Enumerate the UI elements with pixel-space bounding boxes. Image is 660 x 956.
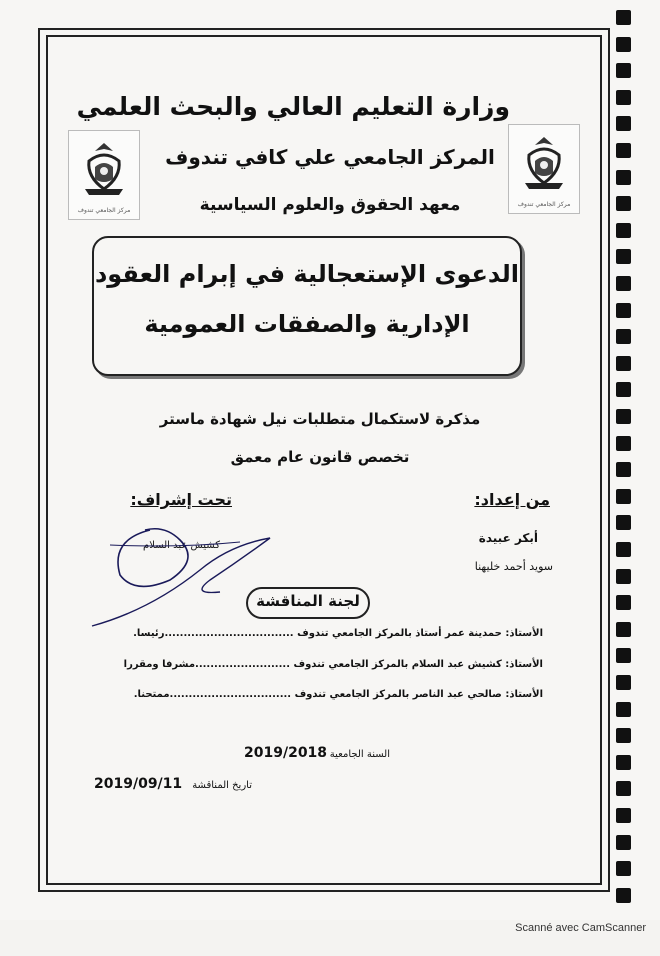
binding-hole [616,888,631,903]
academic-year-label: السنة الجامعية [329,749,390,760]
binding-hole [616,249,631,264]
specialization-line: تخصص قانون عام معمق [230,448,410,466]
spiral-binding [616,10,632,915]
committee-member-1: الأستاذ: حمدينة عمر أستاذ بالمركز الجامعي تندوف ..................................رئيسا. [133,628,543,639]
scanner-watermark: Scanné avec CamScanner [515,922,646,934]
committee-member-2: الأستاذ: كشيش عبد السلام بالمركز الجامعي تندوف .........................مشرفا ومقررا [123,659,543,670]
binding-hole [616,462,631,477]
binding-hole [616,622,631,637]
academic-year-value: 2019/2018 [244,745,328,761]
student-name-1: أبكر عبيدة [478,531,538,545]
thesis-title-line2: الإدارية والصفقات العمومية [144,310,470,338]
binding-hole [616,781,631,796]
binding-hole [616,303,631,318]
scanner-footer [0,920,660,956]
binding-hole [616,409,631,424]
ministry-title: وزارة التعليم العالي والبحث العلمي [76,92,510,121]
supervision-label: تحت إشراف: [130,490,232,509]
committee-label: لجنة المناقشة [256,592,360,610]
institute-name: معهد الحقوق والعلوم السياسية [199,195,461,215]
binding-hole [616,382,631,397]
binding-hole [616,196,631,211]
binding-hole [616,276,631,291]
binding-hole [616,675,631,690]
left-logo [68,130,140,220]
university-emblem-icon [517,133,571,193]
binding-hole [616,436,631,451]
binding-hole [616,489,631,504]
binding-hole [616,10,631,25]
left-logo-caption: مركز الجامعي تندوف [77,207,131,214]
right-logo-caption: مركز الجامعي تندوف [517,201,571,208]
committee-pill [246,587,370,619]
university-center-name: المركز الجامعي علي كافي تندوف [165,145,495,169]
binding-hole [616,755,631,770]
degree-line: مذكرة لاستكمال متطلبات نيل شهادة ماستر [159,410,481,428]
binding-hole [616,702,631,717]
binding-hole [616,515,631,530]
binding-hole [616,170,631,185]
binding-hole [616,808,631,823]
binding-hole [616,569,631,584]
binding-hole [616,356,631,371]
thesis-title-box [92,236,522,376]
binding-hole [616,90,631,105]
defense-date-value: 2019/09/11 [94,776,183,792]
prepared-by-label: من إعداد: [474,490,550,509]
university-emblem-icon [77,139,131,199]
defense-date-label: تاريخ المناقشة [192,780,252,791]
handwritten-signature [90,500,290,640]
binding-hole [616,835,631,850]
binding-hole [616,542,631,557]
supervisor-name: كشيش عبد السلام [143,540,220,551]
binding-hole [616,63,631,78]
binding-hole [616,223,631,238]
binding-hole [616,143,631,158]
binding-hole [616,116,631,131]
binding-hole [616,728,631,743]
right-logo [508,124,580,214]
thesis-title-line1: الدعوى الإستعجالية في إبرام العقود [94,260,520,288]
binding-hole [616,329,631,344]
student-name-2: سويد أحمد خليهنا [474,560,553,573]
committee-member-3: الأستاذ: صالحي عبد الناصر بالمركز الجامعي تندوف ................................ممتحنا. [133,689,543,700]
binding-hole [616,37,631,52]
binding-hole [616,648,631,663]
binding-hole [616,861,631,876]
binding-hole [616,595,631,610]
